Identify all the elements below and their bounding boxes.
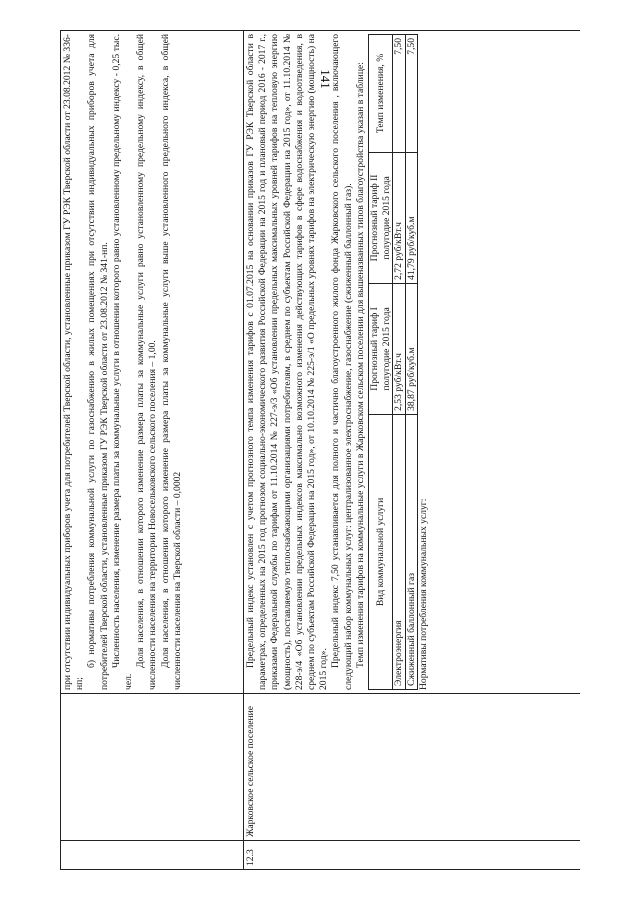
tariff-header-cell: Прогнозный тариф II полугодие 2015 года [369,152,393,283]
tariff-h1-cell: 2,53 руб/кВт.ч [393,283,406,414]
paragraph: Доля населения, в отношении которого изменение размера платы за коммунальные услуги равно установленному предельному индексу, в общей численности населения на территории Новосельковского сельского поселения – 1,00. [135,34,159,690]
table-row [244,31,581,870]
tariff-h1-cell: 38,87 руб/куб.м [405,283,418,414]
tariff-header-row [369,35,393,690]
tariff-rate-cell: 7,50 [405,35,418,153]
paragraph: б) нормативы потребления коммунальной услуги по газоснабжению в жилых помещениях при отсутствии индивидуальных приборов учета для потребителей Тверской области, установленные приказом ГУ РЭК Тверской области от 23.08.2012 № 341-нп. [86,34,110,690]
settlement-name-cell [61,694,244,841]
tariff-service-cell: Электроэнергия [393,414,406,689]
tariff-row [405,35,418,690]
paragraph: Нормативы потребления коммунальных услуг: [418,498,430,690]
page-number: 141 [318,69,333,89]
paragraph: Предельный индекс установлен с учетом прогнозного темпа изменения тарифов с 01.07.2015 на основании приказов ГУ РЭК Тверской области в параметрах, определенных на 2015 год прогнозом социально-экономического развития Российской Федерации на 2015 год и плановый период 2016 - 2017 г., приказами Федеральной службы по тарифам от 11.10.2014 № 227-э/3 «Об установлении предельных максимальных уровней тарифов на тепловую энергию (мощность), поставляемую теплоснабжающими организациями потребителям, в среднем по субъектам Российской Федерации на 2015 год», от 11.10.2014 № 228-э/4 «Об установлении предельных индексов максимально возможного изменения действующих тарифов в сфере водоснабжения и водоотведения, в среднем по субъектам Российской Федерации на 2015 год», от 10.10.2014 № 225-э/1 «О предельных уровнях тарифов на электрическую энергию (мощность) на 2015 год». [245,34,330,690]
row-content-cell [244,31,581,694]
document-sheet [60,30,580,870]
tariff-h2-cell: 2,72 руб/кВт.ч [393,152,406,283]
row-content-cell [61,31,244,694]
tariff-header-cell: Темп изменения, % [369,35,393,153]
tariff-rate-cell: 7,50 [393,35,406,153]
paragraph: Предельный индекс 7,50 устанавливается для полного и частично благоустроенного жилого фонда Жарковского сельского поселения , включающего следующий набор коммунальных услуг: централизованное электроснабжение, газоснабжение (сжиженный баллонный газ). [330,34,354,690]
tariff-header-cell: Вид коммунальной услуги [369,414,393,689]
row-number-cell [61,841,244,870]
paragraph: Доля населения, в отношении которого изменение размера платы за коммунальные услуги выше установленного предельного индекса, в общей численности населения на Тверской области – 0,0002 [159,34,183,690]
table-row [61,31,244,870]
document-table [60,30,580,870]
tariff-row [393,35,406,690]
tariff-h2-cell: 41,79 руб/куб.м [405,152,418,283]
tariff-table [368,34,418,690]
tariff-service-cell: Сжиженный баллонный газ [405,414,418,689]
settlement-name-cell: Жарковское сельское поселение [244,694,581,841]
paragraph: Темп изменения тарифов на коммунальные услуги в Жарковском сельском поселении для вышеназванных типов благоустройства указан в таблице: [354,62,366,668]
paragraph: Численность населения, изменение размера платы за коммунальные услуги в отношении которого равно установленному предельному индексу - 0,25 тыс. чел. [110,34,135,690]
row-number-cell: 12.3 [244,841,581,870]
rotated-page-content [60,30,580,870]
tariff-header-cell: Прогнозный тариф I полугодие 2015 года [369,283,393,414]
paragraph: при отсутствии индивидуальных приборов учета для потребителей Тверской области, установленные приказом ГУ РЭК Тверской области от 23.08.2012 № 336-нп; [62,34,86,690]
